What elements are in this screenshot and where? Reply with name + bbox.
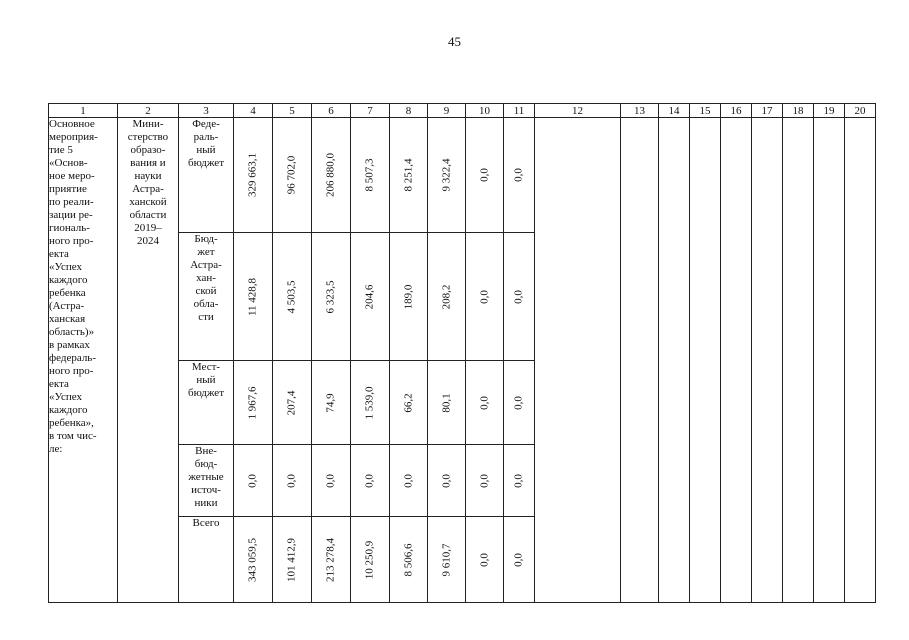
value-text: 9 322,4: [440, 158, 452, 192]
value-text: 207,4: [285, 390, 298, 415]
empty-cell: [535, 118, 621, 603]
text-line: мероприя-: [49, 131, 98, 143]
header-cell: 7: [351, 104, 390, 118]
text-line: «Успех: [49, 391, 82, 403]
header-cell: 3: [179, 104, 234, 118]
value-cell: [351, 361, 390, 445]
value-cell: [351, 233, 390, 361]
value-cell: [273, 517, 312, 603]
text-line: Основное: [49, 118, 95, 130]
value-text: 66,2: [402, 392, 414, 413]
value-text: 9 610,7: [440, 543, 452, 576]
text-line: источ-: [191, 484, 221, 496]
header-cell: 18: [783, 104, 814, 118]
header-cell: 4: [234, 104, 273, 118]
value-text: 208,2: [440, 284, 452, 309]
value-text: 10 250,9: [363, 540, 376, 579]
empty-cell: [783, 118, 814, 603]
value-cell: [504, 445, 535, 517]
value-cell: [428, 517, 466, 603]
text-line: Бюд-: [194, 233, 218, 245]
value-cell: [234, 517, 273, 603]
text-line: ное меро-: [49, 170, 95, 182]
value-cell: [428, 361, 466, 445]
text-line: раль-: [193, 131, 219, 143]
text-line: хан-: [196, 272, 216, 284]
empty-cell: [659, 118, 690, 603]
value-text: 11 428,8: [246, 277, 259, 316]
value-text: 80,1: [440, 392, 452, 413]
value-text: 0,0: [285, 473, 298, 488]
value-text: 0,0: [512, 552, 525, 567]
text-line: екта: [49, 378, 69, 390]
header-cell: 11: [504, 104, 535, 118]
value-cell: [351, 118, 390, 233]
funding-source-cell: [179, 517, 234, 603]
value-cell: [504, 517, 535, 603]
text-line: в том чис-: [49, 430, 97, 442]
value-cell: [273, 233, 312, 361]
header-cell: 12: [535, 104, 621, 118]
header-row: [49, 104, 876, 118]
text-line: ный: [196, 144, 216, 156]
event-name-cell: [49, 118, 118, 603]
value-cell: [390, 361, 428, 445]
header-cell: 13: [621, 104, 659, 118]
text-line: зации ре-: [49, 209, 93, 221]
text-line: гиональ-: [49, 222, 90, 234]
text-line: тие 5: [49, 144, 73, 156]
text-line: каждого: [49, 404, 88, 416]
value-text: 204,6: [363, 284, 376, 309]
text-line: ники: [194, 497, 218, 509]
value-text: 8 507,3: [363, 158, 376, 192]
text-line: Мест-: [191, 361, 221, 373]
budget-table: [48, 103, 876, 603]
value-text: 8 506,6: [402, 543, 414, 576]
value-text: 0,0: [478, 289, 490, 304]
funding-source-cell: [179, 445, 234, 517]
header-cell: 6: [312, 104, 351, 118]
header-cell: 5: [273, 104, 312, 118]
value-cell: [428, 233, 466, 361]
value-text: 0,0: [324, 473, 337, 488]
value-text: 8 251,4: [402, 158, 414, 192]
text-line: ской: [195, 285, 217, 297]
value-cell: [504, 233, 535, 361]
text-line: область)»: [49, 326, 95, 338]
page-number: 45: [448, 34, 461, 49]
value-text: 96 702,0: [285, 155, 298, 195]
empty-cell: [752, 118, 783, 603]
value-cell: [312, 361, 351, 445]
text-line: ле:: [49, 443, 63, 455]
text-line: 2019–: [134, 222, 162, 234]
text-line: по реали-: [49, 196, 94, 208]
text-line: ханская: [49, 313, 86, 325]
text-line: Мини-: [132, 118, 164, 130]
text-line: бюджет: [188, 387, 224, 399]
value-text: 1 967,6: [246, 386, 259, 419]
header-cell: 8: [390, 104, 428, 118]
text-line: Феде-: [192, 118, 220, 130]
value-text: 0,0: [440, 473, 452, 488]
header-cell: 9: [428, 104, 466, 118]
value-cell: [351, 517, 390, 603]
value-cell: [504, 361, 535, 445]
value-cell: [351, 445, 390, 517]
empty-cell: [690, 118, 721, 603]
value-cell: [234, 361, 273, 445]
text-line: ный: [196, 374, 216, 386]
value-cell: [234, 118, 273, 233]
value-cell: [312, 445, 351, 517]
value-cell: [466, 445, 504, 517]
value-text: 206 880,0: [324, 153, 337, 197]
value-text: 0,0: [512, 289, 525, 304]
text-line: ребенка»,: [49, 417, 94, 429]
text-line: вания и: [130, 157, 166, 169]
text-line: ребенка: [49, 287, 86, 299]
value-cell: [273, 445, 312, 517]
value-text: 74,9: [324, 392, 337, 413]
value-cell: [466, 118, 504, 233]
empty-cell: [721, 118, 752, 603]
text-line: ного про-: [49, 365, 94, 377]
value-cell: [312, 233, 351, 361]
value-cell: [466, 517, 504, 603]
header-cell: 1: [49, 104, 118, 118]
text-line: области: [129, 209, 167, 221]
value-text: 4 503,5: [285, 280, 298, 313]
value-text: 189,0: [402, 284, 414, 309]
value-text: 0,0: [246, 473, 259, 488]
value-text: 0,0: [478, 395, 490, 410]
text-line: Астра-: [190, 259, 222, 271]
table-row: [49, 118, 876, 233]
text-line: в рамках: [49, 339, 90, 351]
value-text: 0,0: [478, 552, 490, 567]
text-line: стерство: [127, 131, 169, 143]
text-line: Вне-: [195, 445, 217, 457]
text-line: «Основ-: [49, 157, 88, 169]
header-cell: 17: [752, 104, 783, 118]
value-text: 6 323,5: [324, 280, 337, 313]
header-cell: 20: [845, 104, 876, 118]
text-line: екта: [49, 248, 69, 260]
value-cell: [273, 118, 312, 233]
text-line: образо-: [130, 144, 166, 156]
text-line: сти: [198, 311, 214, 323]
header-cell: 2: [118, 104, 179, 118]
text-line: жет: [197, 246, 215, 258]
funding-source-cell: [179, 118, 234, 233]
text-line: бюджет: [188, 157, 224, 169]
value-cell: [428, 118, 466, 233]
value-cell: [390, 233, 428, 361]
value-cell: [390, 517, 428, 603]
header-cell: 16: [721, 104, 752, 118]
text-line: «Успех: [49, 261, 82, 273]
text-line: каждого: [49, 274, 88, 286]
value-cell: [273, 361, 312, 445]
value-cell: [390, 118, 428, 233]
text-line: (Астра-: [49, 300, 85, 312]
funding-source-cell: [179, 233, 234, 361]
value-text: 0,0: [402, 473, 414, 488]
funding-source-cell: [179, 361, 234, 445]
text-line: обла-: [193, 298, 219, 310]
value-cell: [234, 445, 273, 517]
text-line: Всего: [192, 517, 220, 529]
value-text: 1 539,0: [363, 386, 376, 419]
text-line: жетные: [188, 471, 224, 483]
header-cell: 14: [659, 104, 690, 118]
header-cell: 15: [690, 104, 721, 118]
text-line: приятие: [49, 183, 87, 195]
text-line: Астра-: [132, 183, 164, 195]
text-line: 2024: [137, 235, 159, 247]
value-cell: [428, 445, 466, 517]
value-text: 343 059,5: [246, 537, 259, 582]
text-line: федераль-: [49, 352, 96, 364]
empty-cell: [845, 118, 876, 603]
header-cell: 10: [466, 104, 504, 118]
value-text: 0,0: [363, 473, 376, 488]
value-text: 329 663,1: [246, 153, 259, 197]
value-cell: [466, 233, 504, 361]
value-text: 0,0: [478, 168, 490, 182]
value-cell: [312, 517, 351, 603]
value-text: 0,0: [478, 473, 490, 488]
empty-cell: [814, 118, 845, 603]
text-line: ного про-: [49, 235, 94, 247]
executor-cell: [118, 118, 179, 603]
value-text: 0,0: [512, 473, 525, 488]
value-text: 101 412,9: [285, 537, 298, 582]
text-line: бюд-: [194, 458, 218, 470]
value-cell: [234, 233, 273, 361]
text-line: ханской: [129, 196, 167, 208]
header-cell: 19: [814, 104, 845, 118]
value-cell: [390, 445, 428, 517]
value-cell: [312, 118, 351, 233]
value-text: 0,0: [512, 168, 525, 182]
value-cell: [504, 118, 535, 233]
text-line: науки: [134, 170, 162, 182]
value-text: 213 278,4: [324, 537, 337, 582]
empty-cell: [621, 118, 659, 603]
value-cell: [466, 361, 504, 445]
value-text: 0,0: [512, 395, 525, 410]
